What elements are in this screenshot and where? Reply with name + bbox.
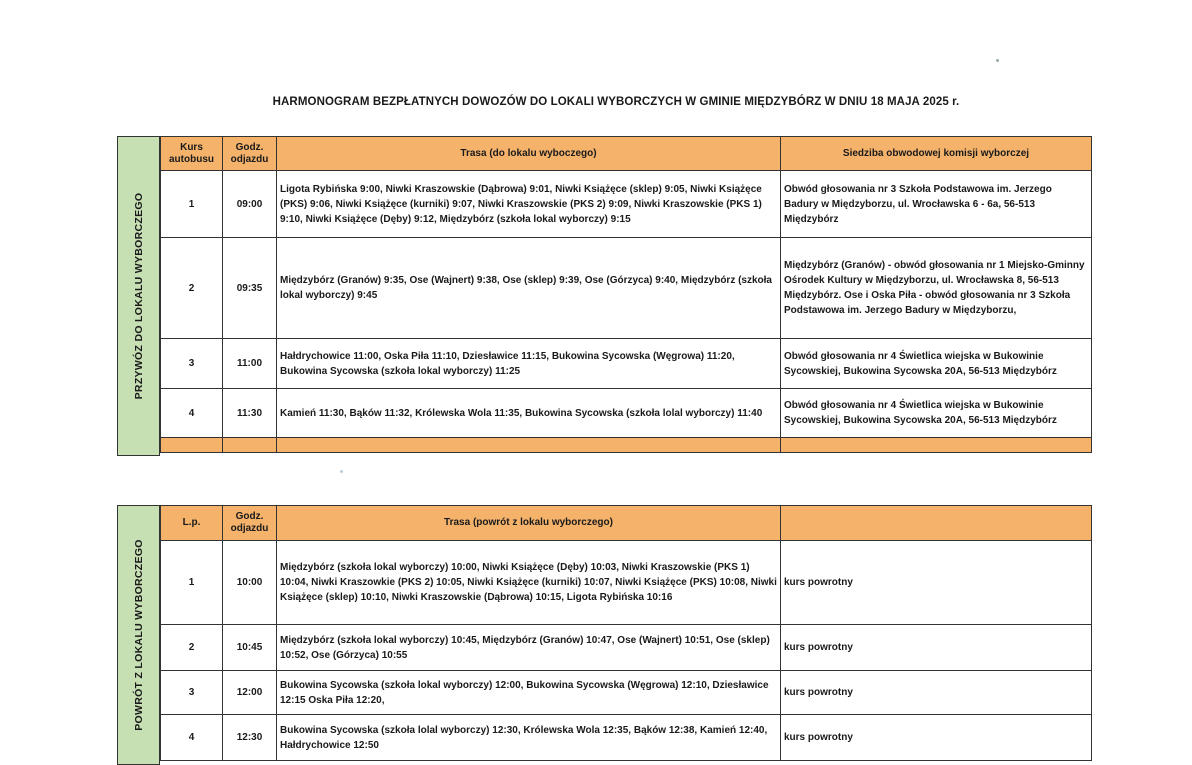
- table-row: [161, 625, 1092, 671]
- cell-trasa: Bukowina Sycowska (szkoła lolal wyborczy) 12:30, Królewska Wola 12:35, Bąków 12:38, Kamień 12:40, Hałdrychowice 12:50: [277, 715, 781, 761]
- header-siedziba: Siedziba obwodowej komisji wyborczej: [781, 137, 1092, 171]
- cell-lp: 2: [161, 625, 223, 671]
- page-title: HARMONOGRAM BEZPŁATNYCH DOWOZÓW DO LOKALI WYBORCZYCH W GMINIE MIĘDZYBÓRZ W DNIU 18 MAJA 2025 r.: [272, 96, 960, 108]
- cell-godz: 11:30: [223, 389, 277, 438]
- section-przywoz: [117, 136, 1091, 456]
- table-powrot: [160, 505, 1092, 761]
- cell-trasa: Kamień 11:30, Bąków 11:32, Królewska Wola 11:35, Bukowina Sycowska (szkoła lolal wyborczy) 11:40: [277, 389, 781, 438]
- header-godz: Godz. odjazdu: [223, 137, 277, 171]
- filler-cell: [781, 438, 1092, 453]
- cell-kurs: 3: [161, 339, 223, 389]
- header-row: [161, 506, 1092, 541]
- scan-speck: [996, 59, 999, 62]
- table-row: [161, 339, 1092, 389]
- filler-cell: [223, 438, 277, 453]
- table-przywoz: [160, 136, 1092, 453]
- table-row: [161, 715, 1092, 761]
- cell-trasa: Bukowina Sycowska (szkoła lokal wyborczy) 12:00, Bukowina Sycowska (Węgrowa) 12:10, Dziesławice 12:15 Oska Piła 12:20,: [277, 671, 781, 715]
- cell-trasa: Międzybórz (Granów) 9:35, Ose (Wajnert) 9:38, Ose (sklep) 9:39, Ose (Górzyca) 9:40, Międzybórz (szkoła lokal wyborczy) 9:45: [277, 238, 781, 339]
- cell-trasa: Ligota Rybińska 9:00, Niwki Kraszowskie (Dąbrowa) 9:01, Niwki Książęce (sklep) 9:05, Niwki Książęce (PKS) 9:06, Niwki Książęce (kurniki) 9:07, Niwki Kraszowskie (PKS 2) 9:09, Niwki Kraszowskie (PKS 1) 9:10, Niwki Książęce (Dęby) 9:12, Międzybórz (szkoła lokal wyborczy) 9:15: [277, 171, 781, 238]
- cell-kurs: 1: [161, 171, 223, 238]
- header-godz: Godz. odjazdu: [223, 506, 277, 541]
- cell-siedziba: Obwód głosowania nr 3 Szkoła Podstawowa im. Jerzego Badury w Międzyborzu, ul. Wrocławska 6 - 6a, 56-513 Międzybórz: [781, 171, 1092, 238]
- cell-godz: 10:00: [223, 541, 277, 625]
- section-powrot: [117, 505, 1091, 765]
- table-row: [161, 671, 1092, 715]
- scan-speck: [340, 470, 343, 473]
- side-label-przywoz: [117, 136, 160, 456]
- side-label-text: POWRÓT Z LOKALU WYBORCZEGO: [132, 539, 145, 731]
- cell-uwagi: kurs powrotny: [781, 715, 1092, 761]
- filler-row: [161, 438, 1092, 453]
- side-label-powrot: [117, 505, 160, 765]
- cell-trasa: Międzybórz (szkoła lokal wyborczy) 10:45, Międzybórz (Granów) 10:47, Ose (Wajnert) 10:51, Ose (sklep) 10:52, Ose (Górzyca) 10:55: [277, 625, 781, 671]
- header-uwagi: [781, 506, 1092, 541]
- cell-trasa: Międzybórz (szkoła lokal wyborczy) 10:00, Niwki Książęce (Dęby) 10:03, Niwki Kraszowskie (PKS 1) 10:04, Niwki Kraszowkie (PKS 2) 10:05, Niwki Książęce (kurniki) 10:07, Niwki Książęce (PKS) 10:08, Niwki Książęce (sklep) 10:10, Niwki Kraszowskie (Dąbrowa) 10:15, Ligota Rybińska 10:16: [277, 541, 781, 625]
- cell-trasa: Hałdrychowice 11:00, Oska Piła 11:10, Dziesławice 11:15, Bukowina Sycowska (Węgrowa) 11:20, Bukowina Sycowska (szkoła lokal wyborczy) 11:25: [277, 339, 781, 389]
- cell-uwagi: kurs powrotny: [781, 541, 1092, 625]
- cell-godz: 09:00: [223, 171, 277, 238]
- cell-uwagi: kurs powrotny: [781, 671, 1092, 715]
- cell-godz: 12:00: [223, 671, 277, 715]
- filler-cell: [277, 438, 781, 453]
- cell-godz: 09:35: [223, 238, 277, 339]
- cell-uwagi: kurs powrotny: [781, 625, 1092, 671]
- cell-kurs: 4: [161, 389, 223, 438]
- cell-siedziba: Międzybórz (Granów) - obwód głosowania nr 1 Miejsko-Gminny Ośrodek Kultury w Międzyborzu, ul. Wrocławska 8, 56-513 Międzybórz. Ose i Oska Piła - obwód głosowania nr 3 Szkoła Podstawowa im. Jerzego Badury w Międzyborzu,: [781, 238, 1092, 339]
- header-lp: L.p.: [161, 506, 223, 541]
- cell-siedziba: Obwód głosowania nr 4 Świetlica wiejska w Bukowinie Sycowskiej, Bukowina Sycowska 20A, 56-513 Międzybórz: [781, 339, 1092, 389]
- cell-godz: 12:30: [223, 715, 277, 761]
- header-kurs: Kurs autobusu: [161, 137, 223, 171]
- cell-kurs: 2: [161, 238, 223, 339]
- cell-lp: 1: [161, 541, 223, 625]
- header-trasa: Trasa (powrót z lokalu wyborczego): [277, 506, 781, 541]
- table-row: [161, 171, 1092, 238]
- cell-godz: 10:45: [223, 625, 277, 671]
- table-row: [161, 389, 1092, 438]
- side-label-text: PRZYWÓZ DO LOKALU WYBORCZEGO: [132, 192, 145, 400]
- cell-siedziba: Obwód głosowania nr 4 Świetlica wiejska w Bukowinie Sycowskiej, Bukowina Sycowska 20A, 56-513 Międzybórz: [781, 389, 1092, 438]
- table-row: [161, 541, 1092, 625]
- cell-lp: 4: [161, 715, 223, 761]
- header-trasa: Trasa (do lokalu wyboczego): [277, 137, 781, 171]
- table-row: [161, 238, 1092, 339]
- header-row: [161, 137, 1092, 171]
- cell-lp: 3: [161, 671, 223, 715]
- cell-godz: 11:00: [223, 339, 277, 389]
- filler-cell: [161, 438, 223, 453]
